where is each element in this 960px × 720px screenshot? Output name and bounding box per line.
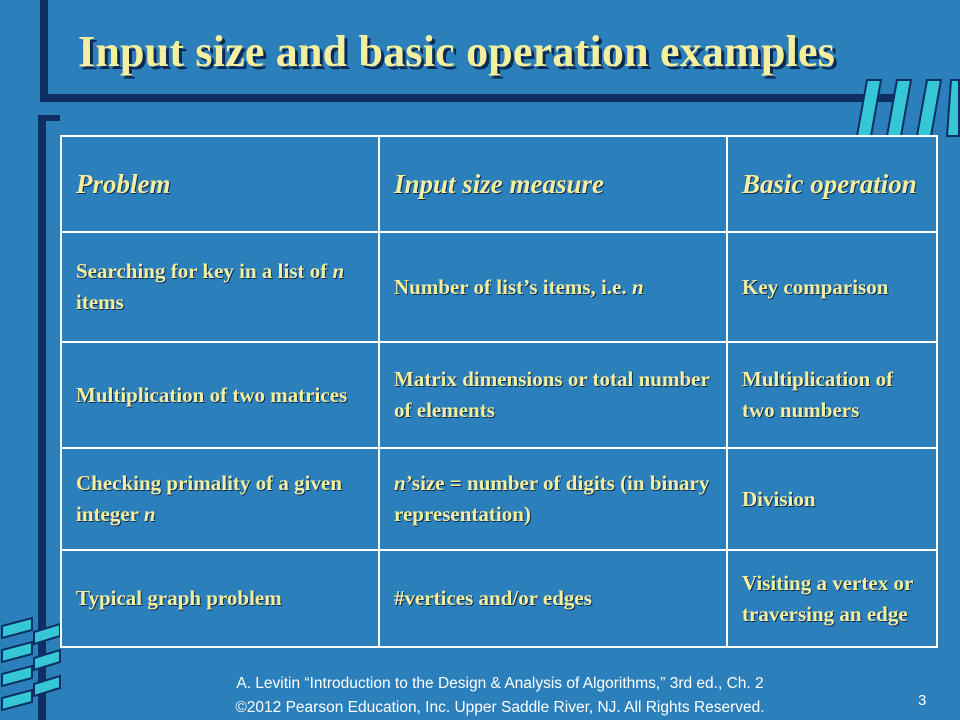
cell-text: ’size = number of digits (in binary representation) (394, 471, 710, 526)
header-problem: Problem (61, 136, 379, 232)
table-header-row (61, 136, 937, 232)
cell-basic-operation: Key comparison (727, 232, 937, 342)
variable-n: n (332, 259, 345, 283)
title-underline (40, 94, 900, 102)
variable-n: n (631, 274, 644, 299)
variable-n: n (143, 502, 156, 526)
cell-text: items (76, 290, 124, 314)
cell-text: Checking primality of a given integer (76, 471, 342, 526)
cell-input-size: #vertices and/or edges (379, 550, 727, 647)
cell-input-size (379, 232, 727, 342)
footer-line-1: A. Levitin “Introduction to the Design & Analysis of Algorithms,” 3rd ed., Ch. 2 (236, 675, 764, 692)
slide-title: Input size and basic operation examples (78, 27, 836, 76)
cell-text: Number of list’s items, i.e. (394, 274, 632, 299)
decorative-slashes-bottom-left (0, 616, 62, 712)
table-row (61, 232, 937, 342)
header-input-size: Input size measure (379, 136, 727, 232)
cell-basic-operation: Multiplication of two numbers (727, 342, 937, 448)
table-row (61, 550, 937, 647)
footer-citation (180, 672, 820, 720)
table-row (61, 342, 937, 448)
table-row (61, 448, 937, 550)
examples-table (60, 135, 938, 648)
cell-problem: Multiplication of two matrices (61, 342, 379, 448)
cell-input-size (379, 448, 727, 550)
page-number: 3 (918, 692, 927, 709)
decorative-slashes-top-right (855, 78, 960, 138)
cell-input-size: Matrix dimensions or total number of elements (379, 342, 727, 448)
footer-line-2: ©2012 Pearson Education, Inc. Upper Saddle River, NJ. All Rights Reserved. (235, 699, 765, 716)
cell-problem (61, 232, 379, 342)
header-basic-operation: Basic operation (727, 136, 937, 232)
cell-problem (61, 448, 379, 550)
left-frame-stub (38, 115, 60, 121)
variable-n: n (394, 471, 406, 495)
top-frame-line (40, 0, 48, 95)
cell-basic-operation: Division (727, 448, 937, 550)
cell-text: Searching for key in a list of (76, 259, 333, 283)
cell-basic-operation: Visiting a vertex or traversing an edge (727, 550, 937, 647)
cell-problem: Typical graph problem (61, 550, 379, 647)
